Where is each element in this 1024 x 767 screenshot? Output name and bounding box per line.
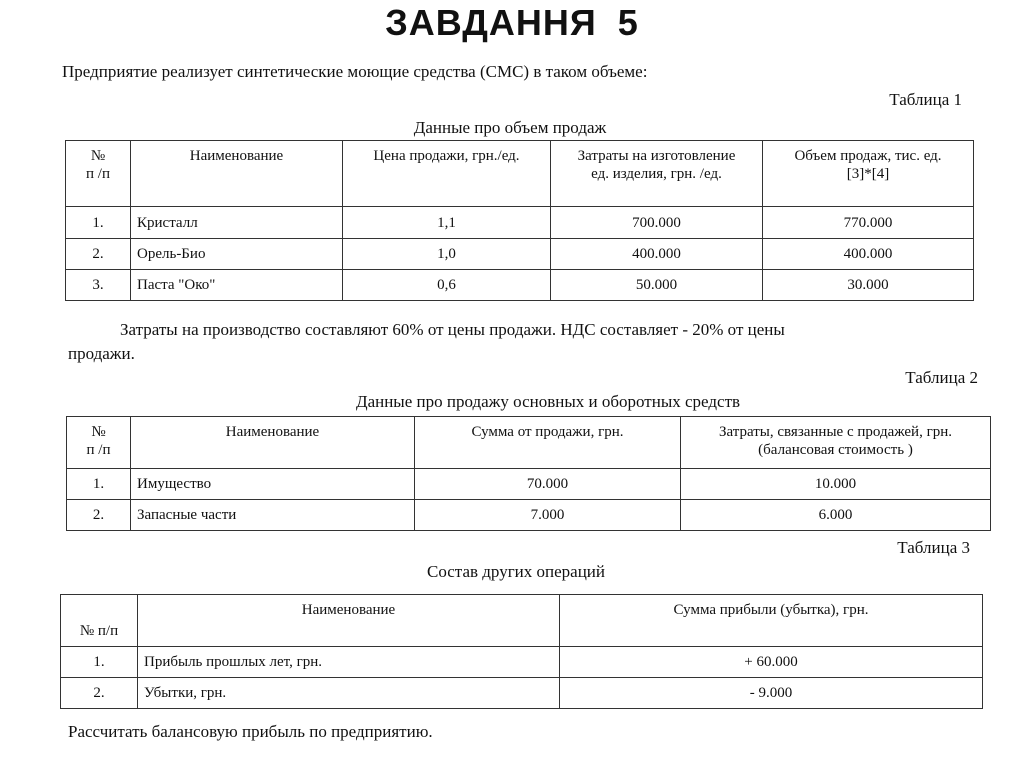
table-row [61,647,983,678]
cell-num: 2. [61,678,138,709]
cell-num: 3. [66,270,131,301]
table2 [66,416,991,531]
table2-header-name [131,417,415,469]
cell-volume: 770.000 [763,207,974,239]
task-text: Рассчитать балансовую прибыль по предприятию. [68,722,433,741]
cell-costs: 10.000 [681,469,991,500]
table1-label: Таблица 1 [889,90,962,109]
cell-sum: 7.000 [415,500,681,531]
cell-name: Убытки, грн. [138,678,560,709]
cell-cost: 50.000 [551,270,763,301]
table3-header-name: Наименование [138,595,560,647]
cell-volume: 30.000 [763,270,974,301]
header-text: Сумма от продажи, грн. [471,424,624,440]
header-text: Наименование [189,148,284,164]
cell-name: Орель-Био [131,239,343,270]
table1-header-num [66,141,131,207]
cell-num: 1. [61,647,138,678]
table3-caption: Состав других операций [427,562,605,581]
table2-header-sum [415,417,681,469]
table1-header-volume [763,141,974,207]
cell-price: 1,0 [343,239,551,270]
cell-cost: 400.000 [551,239,763,270]
cell-num: 2. [66,239,131,270]
table3-label: Таблица 3 [897,538,970,557]
table1-header-cost [551,141,763,207]
header-text: Наименование [225,424,320,440]
table3 [60,594,983,709]
table3-header-row [61,595,983,647]
table3-header-num: № п/п [61,595,138,647]
cell-sum: - 9.000 [560,678,983,709]
cell-sum: 70.000 [415,469,681,500]
cell-num: 1. [66,207,131,239]
header-text: Затраты на изготовление [577,148,736,164]
table2-caption: Данные про продажу основных и оборотных средств [355,392,741,411]
table1-header-name [131,141,343,207]
page-title: ЗАВДАННЯ 5 [385,2,639,43]
header-text: Объем продаж, тис. ед. [794,148,942,164]
header-text: Затраты, связанные с продажей, грн. [718,424,953,440]
cell-name: Запасные части [131,500,415,531]
table-row [67,500,991,531]
header-text: п /п [86,442,111,458]
cell-cost: 700.000 [551,207,763,239]
table2-header-costs [681,417,991,469]
cell-name: Паста "Око" [131,270,343,301]
table1-caption: Данные про объем продаж [413,118,607,137]
table1 [65,140,974,301]
cell-name: Прибыль прошлых лет, грн. [138,647,560,678]
header-text: № [91,424,106,440]
cell-num: 2. [67,500,131,531]
table1-header-price [343,141,551,207]
table2-label: Таблица 2 [905,368,978,387]
cell-num: 1. [67,469,131,500]
table-row [61,678,983,709]
cell-price: 0,6 [343,270,551,301]
paragraph-line1: Затраты на производство составляют 60% от цены продажи. НДС составляет - 20% от цены [120,320,785,339]
table2-header-row [67,417,991,469]
cell-name: Имущество [131,469,415,500]
header-text: ед. изделия, грн. /ед. [591,166,722,182]
table-row [67,469,991,500]
intro-text: Предприятие реализует синтетические моющие средства (СМС) в таком объеме: [62,62,648,81]
cell-price: 1,1 [343,207,551,239]
cell-volume: 400.000 [763,239,974,270]
header-text: [3]*[4] [846,166,890,182]
cell-sum: + 60.000 [560,647,983,678]
table1-header-row [66,141,974,207]
table-row [66,270,974,301]
header-text: п /п [86,166,110,182]
table3-header-sum: Сумма прибыли (убытка), грн. [560,595,983,647]
cell-costs: 6.000 [681,500,991,531]
header-text: № [90,148,106,164]
cell-name: Кристалл [131,207,343,239]
header-text: (балансовая стоимость ) [758,442,913,458]
table-row [66,207,974,239]
table-row [66,239,974,270]
paragraph-line2: продажи. [68,344,135,363]
table2-header-num [67,417,131,469]
header-text: Цена продажи, грн./ед. [373,148,520,164]
